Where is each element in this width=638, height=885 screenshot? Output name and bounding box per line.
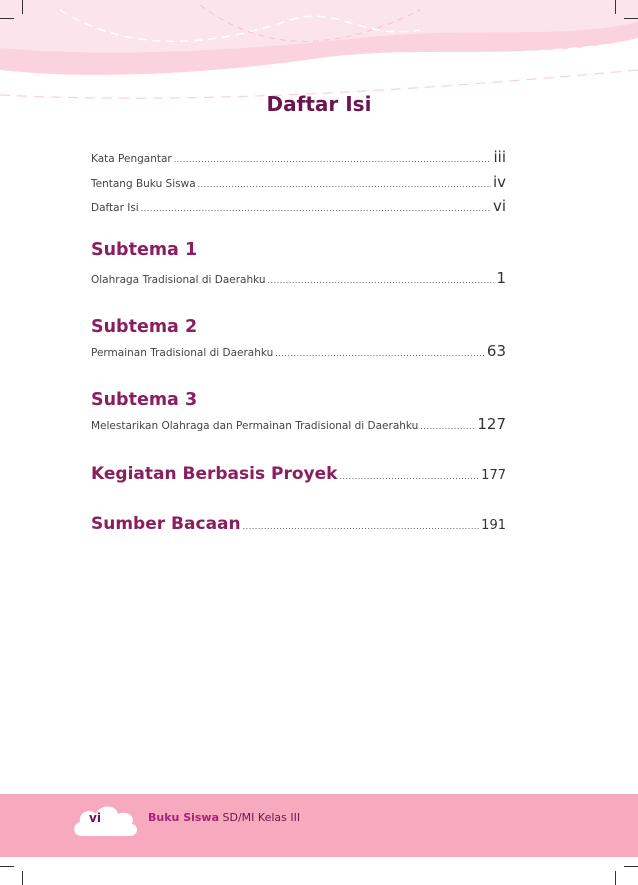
crop-mark xyxy=(22,0,23,14)
subtema-1-heading: Subtema 1 xyxy=(91,240,198,260)
toc-page: 177 xyxy=(481,468,506,483)
toc-entry-subtema-1[interactable] xyxy=(91,269,506,287)
crop-mark xyxy=(624,18,638,19)
toc-entry-sumber-bacaan[interactable] xyxy=(91,514,506,534)
toc-entry-subtema-3[interactable] xyxy=(91,415,506,433)
toc-entry-kata-pengantar[interactable] xyxy=(91,148,506,166)
crop-mark xyxy=(615,0,616,14)
toc-page: 127 xyxy=(477,415,506,433)
crop-mark xyxy=(624,866,638,867)
toc-label: Kata Pengantar xyxy=(91,153,172,165)
toc-label: Tentang Buku Siswa xyxy=(91,178,196,190)
crop-mark xyxy=(615,871,616,885)
page-title: Daftar Isi xyxy=(266,92,372,116)
page-number: vi xyxy=(89,811,101,825)
toc-label: Kegiatan Berbasis Proyek xyxy=(91,464,338,484)
crop-mark xyxy=(22,871,23,885)
leader-dots xyxy=(174,155,492,164)
toc-label: Permainan Tradisional di Daerahku xyxy=(91,347,274,359)
subtema-3-heading: Subtema 3 xyxy=(91,390,198,410)
cloud-icon xyxy=(70,798,142,842)
toc-page: 191 xyxy=(481,518,506,533)
toc-page: iv xyxy=(492,173,506,191)
leader-dots xyxy=(420,422,475,431)
toc-label: Olahraga Tradisional di Daerahku xyxy=(91,274,266,286)
toc-label: Melestarikan Olahraga dan Permainan Tradisional di Daerahku xyxy=(91,420,419,432)
toc-entry-daftar-isi[interactable] xyxy=(91,197,506,215)
toc-entry-tentang-buku-siswa[interactable] xyxy=(91,173,506,191)
crop-mark xyxy=(0,866,14,867)
book-title-rest: SD/MI Kelas III xyxy=(219,811,301,824)
toc-entry-kegiatan-berbasis-proyek[interactable] xyxy=(91,464,506,484)
leader-dots xyxy=(275,349,485,358)
book-title-bold: Buku Siswa xyxy=(148,811,220,824)
toc-label: Sumber Bacaan xyxy=(91,514,241,534)
leader-dots xyxy=(198,180,491,189)
toc-page: 63 xyxy=(486,342,506,360)
toc-label: Daftar Isi xyxy=(91,202,139,214)
crop-mark xyxy=(0,18,14,19)
toc-entry-subtema-2[interactable] xyxy=(91,342,506,360)
book-title xyxy=(148,811,300,824)
leader-dots xyxy=(268,276,495,285)
toc-page: 1 xyxy=(496,269,506,287)
toc-page: iii xyxy=(493,148,506,166)
leader-dots xyxy=(141,204,491,213)
toc-page: vi xyxy=(492,197,506,215)
leader-dots xyxy=(243,522,480,531)
subtema-2-heading: Subtema 2 xyxy=(91,317,198,337)
leader-dots xyxy=(339,472,479,481)
